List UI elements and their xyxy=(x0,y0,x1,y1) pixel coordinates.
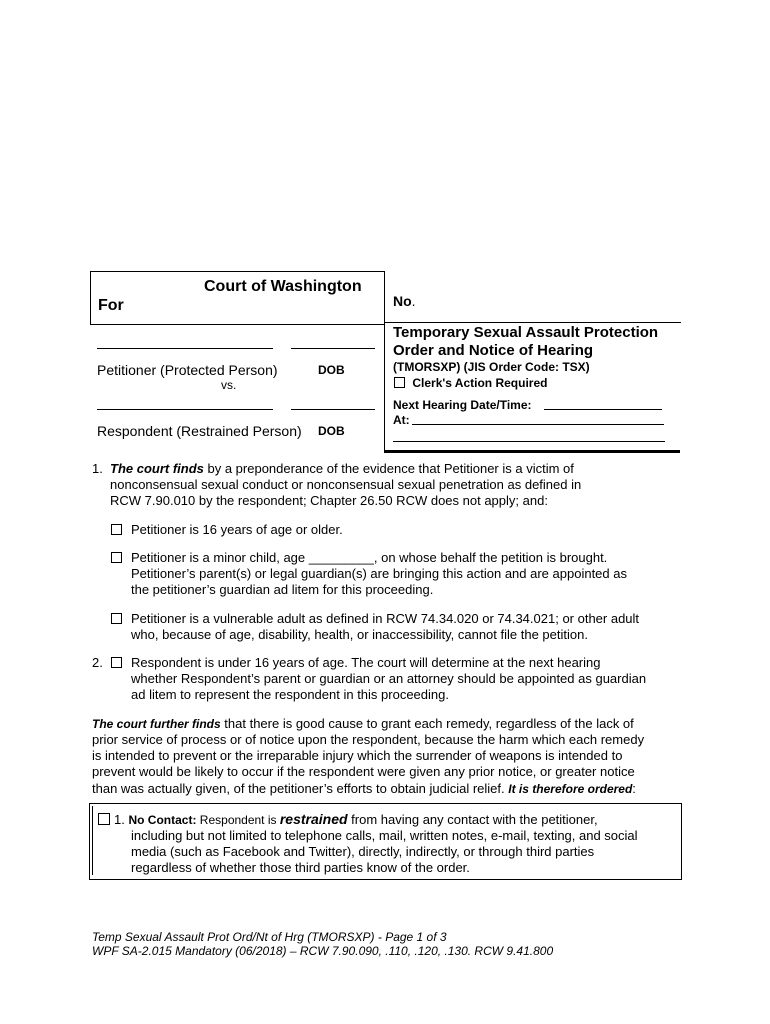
at-field-2[interactable] xyxy=(393,441,665,442)
title-line-1: Temporary Sexual Assault Protection xyxy=(393,324,659,341)
for-label: For xyxy=(98,297,124,314)
respondent-dob-line[interactable] xyxy=(291,409,375,410)
case-number xyxy=(393,293,416,309)
title-line-2: Order and Notice of Hearing xyxy=(393,342,594,359)
option-a-checkbox[interactable] xyxy=(111,524,122,535)
item1-line1 xyxy=(110,461,574,477)
restrained-word: restrained xyxy=(279,811,348,827)
option-b-line3: the petitioner’s guardian ad litem for this proceeding. xyxy=(131,582,434,597)
age-blank[interactable]: _________ xyxy=(308,550,374,565)
option-b-line1-b: , on whose behalf the petition is brought. xyxy=(373,550,608,565)
case-number-period: . xyxy=(411,293,416,309)
order-number: 1. xyxy=(114,812,125,827)
option-b-line1-a: Petitioner is a minor child, age xyxy=(131,550,306,565)
option-b-checkbox[interactable] xyxy=(111,552,122,563)
further-line3: is intended to prevent or the irreparable injury which the surrender of weapons is intended to xyxy=(92,748,623,763)
further-line2: prior service of process or of notice upon the respondent, because the harm which each remedy xyxy=(92,732,645,747)
caption-divider xyxy=(384,271,385,450)
item1-line2: nonconsensual sexual conduct or nonconsensual sexual penetration as defined in xyxy=(110,477,582,492)
further-line5-colon: : xyxy=(632,781,636,796)
footer-line1: Temp Sexual Assault Prot Ord/Nt of Hrg (TMORSXP) - Page 1 of 3 xyxy=(92,930,447,944)
further-line1 xyxy=(92,716,634,732)
order-text-b: from having any contact with the petitioner, xyxy=(347,812,598,827)
vs-label: vs. xyxy=(221,378,237,392)
clerk-action xyxy=(394,376,547,390)
case-number-label: No xyxy=(393,293,412,309)
caption-bottom-rule xyxy=(384,450,680,453)
item1-line3: RCW 7.90.010 by the respondent; Chapter 26.50 RCW does not apply; and: xyxy=(110,493,548,508)
petitioner-dob-line[interactable] xyxy=(291,348,375,349)
petitioner-name-line[interactable] xyxy=(97,348,273,349)
option-b-line1 xyxy=(131,550,607,566)
option-b-line2: Petitioner’s parent(s) or legal guardian(s) are bringing this action and are appointed as xyxy=(131,566,627,581)
at-label: At: xyxy=(393,413,410,427)
item2-line1: Respondent is under 16 years of age. The court will determine at the next hearing xyxy=(131,655,601,670)
next-hearing-field[interactable] xyxy=(544,409,662,410)
no-contact-label: No Contact: xyxy=(128,813,197,827)
further-line1-text: that there is good cause to grant each remedy, regardless of the lack of xyxy=(220,716,634,731)
item2-checkbox[interactable] xyxy=(111,657,122,668)
option-c-checkbox[interactable] xyxy=(111,613,122,624)
court-finds-lead: The court finds xyxy=(110,461,204,476)
case-number-rule xyxy=(385,322,681,323)
item1-line1-text: by a preponderance of the evidence that Petitioner is a victim of xyxy=(203,461,574,476)
respondent-label: Respondent (Restrained Person) xyxy=(97,423,302,439)
item2-line3: ad litem to represent the respondent in this proceeding. xyxy=(131,687,449,702)
order-line2: including but not limited to telephone calls, mail, written notes, e-mail, texting, and social xyxy=(131,828,638,843)
item2-line2: whether Respondent’s parent or guardian or an attorney should be appointed as guardian xyxy=(131,671,647,686)
petitioner-dob-label: DOB xyxy=(318,363,345,377)
further-line5 xyxy=(92,781,636,797)
order-line1 xyxy=(114,811,598,828)
option-c-line1: Petitioner is a vulnerable adult as defined in RCW 74.34.020 or 74.34.021; or other adult xyxy=(131,611,640,626)
clerk-action-checkbox[interactable] xyxy=(394,377,405,388)
court-name: Court of Washington xyxy=(204,278,362,295)
further-finds-lead: The court further finds xyxy=(92,717,221,731)
option-a-text: Petitioner is 16 years of age or older. xyxy=(131,522,343,537)
respondent-dob-label: DOB xyxy=(318,424,345,438)
further-line5-text: than was actually given, of the petitioner’s efforts to obtain judicial relief. xyxy=(92,781,505,796)
petitioner-label: Petitioner (Protected Person) xyxy=(97,362,278,378)
order-line4: regardless of whether those third parties know of the order. xyxy=(131,860,470,875)
at-field[interactable] xyxy=(412,424,664,425)
next-hearing-label: Next Hearing Date/Time: xyxy=(393,398,532,412)
item1-number: 1. xyxy=(92,461,103,476)
therefore-ordered: It is therefore ordered xyxy=(508,782,633,796)
option-c-line2: who, because of age, disability, health, or inaccessibility, cannot file the petition. xyxy=(131,627,588,642)
further-line4: prevent would be likely to occur if the respondent were given any prior notice, or greater notice xyxy=(92,764,635,779)
respondent-name-line[interactable] xyxy=(97,409,273,410)
order-line3: media (such as Facebook and Twitter), directly, indirectly, or through third parties xyxy=(131,844,595,859)
order-code: (TMORSXP) (JIS Order Code: TSX) xyxy=(393,360,590,374)
clerk-action-label: Clerk's Action Required xyxy=(412,376,548,390)
no-contact-checkbox[interactable] xyxy=(98,813,110,825)
item2-number: 2. xyxy=(92,655,103,670)
footer-line2: WPF SA-2.015 Mandatory (06/2018) – RCW 7.90.090, .110, .120, .130. RCW 9.41.800 xyxy=(92,944,554,958)
order-text-a: Respondent is xyxy=(196,813,280,827)
